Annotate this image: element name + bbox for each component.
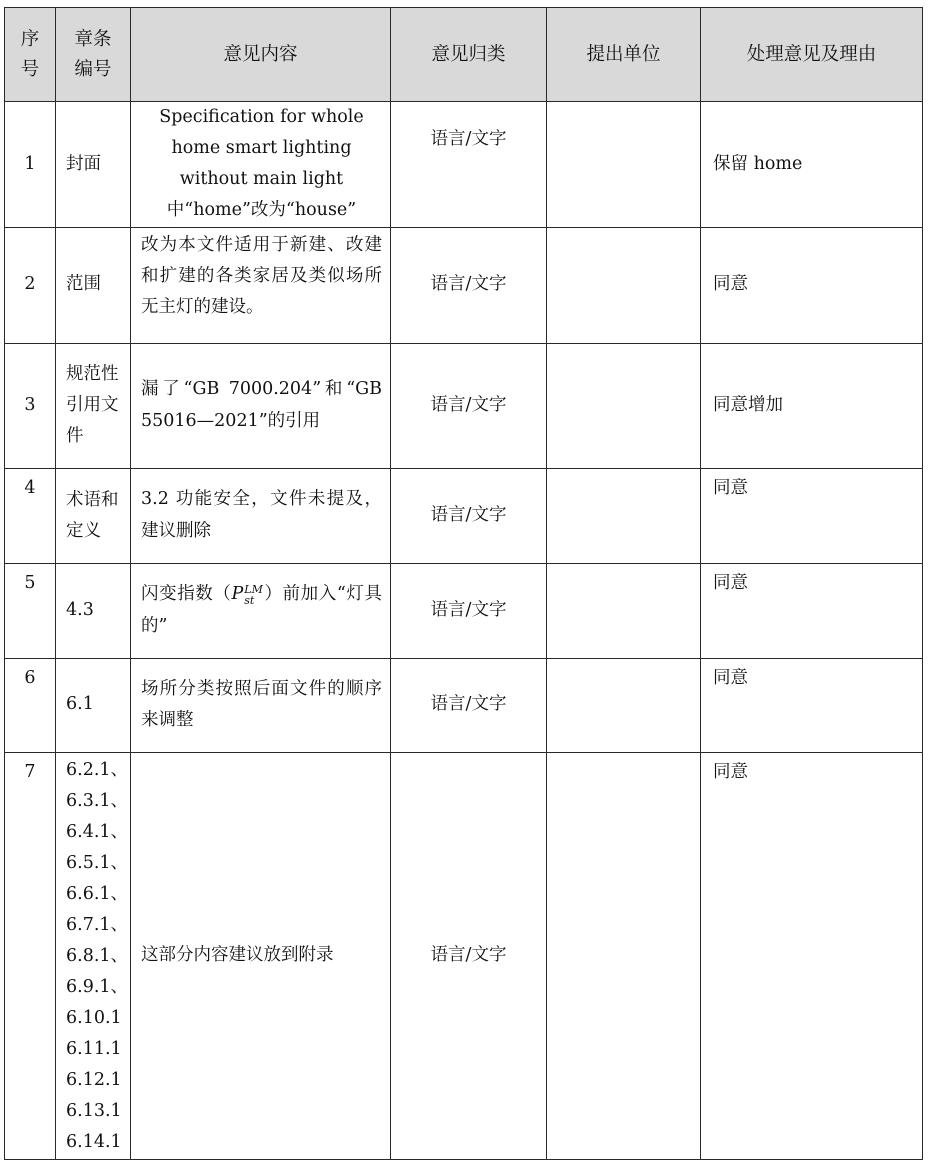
row-seq: 6 bbox=[5, 658, 56, 752]
clause-list-item: 6.5.1、 bbox=[66, 852, 129, 873]
row-unit bbox=[547, 752, 701, 1159]
flicker-symbol-base: P bbox=[231, 584, 244, 605]
row-unit bbox=[547, 563, 701, 658]
row-content: 改为本文件适用于新建、改建和扩建的各类家居及类似场所无主灯的建设。 bbox=[131, 227, 391, 343]
clause-list-item: 6.3.1、 bbox=[66, 790, 129, 811]
header-row bbox=[5, 8, 923, 102]
row-reason: 同意增加 bbox=[701, 343, 923, 468]
row-category: 语言/文字 bbox=[391, 343, 547, 468]
clause-list-item: 6.10.1 bbox=[66, 1007, 122, 1028]
clause-list-item: 6.7.1、 bbox=[66, 914, 129, 935]
header-unit: 提出单位 bbox=[547, 8, 701, 102]
clause-list-item: 6.6.1、 bbox=[66, 883, 129, 904]
row-seq: 4 bbox=[5, 468, 56, 563]
table-row bbox=[5, 468, 923, 563]
row-unit bbox=[547, 227, 701, 343]
row-category: 语言/文字 bbox=[391, 752, 547, 1159]
header-clause: 章条编号 bbox=[56, 8, 131, 102]
row-reason: 同意 bbox=[701, 658, 923, 752]
row-reason: 同意 bbox=[701, 468, 923, 563]
row-reason: 同意 bbox=[701, 227, 923, 343]
row-unit bbox=[547, 468, 701, 563]
row-content: 这部分内容建议放到附录 bbox=[131, 752, 391, 1159]
row-unit bbox=[547, 343, 701, 468]
flicker-text-pre: 闪变指数（ bbox=[141, 584, 232, 605]
row-reason: 保留 home bbox=[701, 102, 923, 228]
table-row bbox=[5, 752, 923, 1159]
flicker-symbol-sub: st bbox=[244, 593, 255, 607]
row-clause: 范围 bbox=[56, 227, 131, 343]
row-content bbox=[131, 563, 391, 658]
row-category: 语言/文字 bbox=[391, 658, 547, 752]
table-row bbox=[5, 343, 923, 468]
flicker-symbol bbox=[231, 582, 264, 607]
row-clause: 4.3 bbox=[56, 563, 131, 658]
clause-list-item: 6.14.1 bbox=[66, 1131, 122, 1152]
table-row bbox=[5, 102, 923, 228]
row-content: 3.2 功能安全，文件未提及，建议删除 bbox=[131, 468, 391, 563]
header-category: 意见归类 bbox=[391, 8, 547, 102]
clause-list-item: 6.9.1、 bbox=[66, 976, 129, 997]
row-seq: 5 bbox=[5, 563, 56, 658]
row-seq: 1 bbox=[5, 102, 56, 228]
row-category: 语言/文字 bbox=[391, 102, 547, 228]
row-unit bbox=[547, 658, 701, 752]
table-row bbox=[5, 227, 923, 343]
row-clause: 封面 bbox=[56, 102, 131, 228]
row-clause: 6.1 bbox=[56, 658, 131, 752]
flicker-symbol-sup: LM bbox=[244, 582, 263, 596]
row-reason: 同意 bbox=[701, 752, 923, 1159]
row-content: 场所分类按照后面文件的顺序来调整 bbox=[131, 658, 391, 752]
comment-table bbox=[4, 7, 923, 1160]
clause-list-item: 6.4.1、 bbox=[66, 821, 129, 842]
clause-list-item: 6.2.1、 bbox=[66, 759, 129, 780]
row-content: 漏了“GB 7000.204”和“GB 55016—2021”的引用 bbox=[131, 343, 391, 468]
row-reason: 同意 bbox=[701, 563, 923, 658]
row-content: Specification for whole home smart lighting without main light 中“home”改为“house” bbox=[131, 102, 391, 228]
row-unit bbox=[547, 102, 701, 228]
row-category: 语言/文字 bbox=[391, 227, 547, 343]
row-clause: 术语和定义 bbox=[56, 468, 131, 563]
row-seq: 2 bbox=[5, 227, 56, 343]
row-clause bbox=[56, 752, 131, 1159]
header-seq: 序号 bbox=[5, 8, 56, 102]
row-category: 语言/文字 bbox=[391, 468, 547, 563]
clause-list-item: 6.12.1 bbox=[66, 1069, 122, 1090]
table-row bbox=[5, 658, 923, 752]
row-seq: 3 bbox=[5, 343, 56, 468]
clause-list-item: 6.8.1、 bbox=[66, 945, 129, 966]
clause-list-item: 6.11.1 bbox=[66, 1038, 122, 1059]
clause-list-item: 6.13.1 bbox=[66, 1100, 122, 1121]
header-reason: 处理意见及理由 bbox=[701, 8, 923, 102]
row-category: 语言/文字 bbox=[391, 563, 547, 658]
table-row bbox=[5, 563, 923, 658]
row-clause: 规范性引用文件 bbox=[56, 343, 131, 468]
flicker-text-post: ）前加入“灯具的” bbox=[141, 584, 382, 636]
row-seq: 7 bbox=[5, 752, 56, 1159]
header-content: 意见内容 bbox=[131, 8, 391, 102]
